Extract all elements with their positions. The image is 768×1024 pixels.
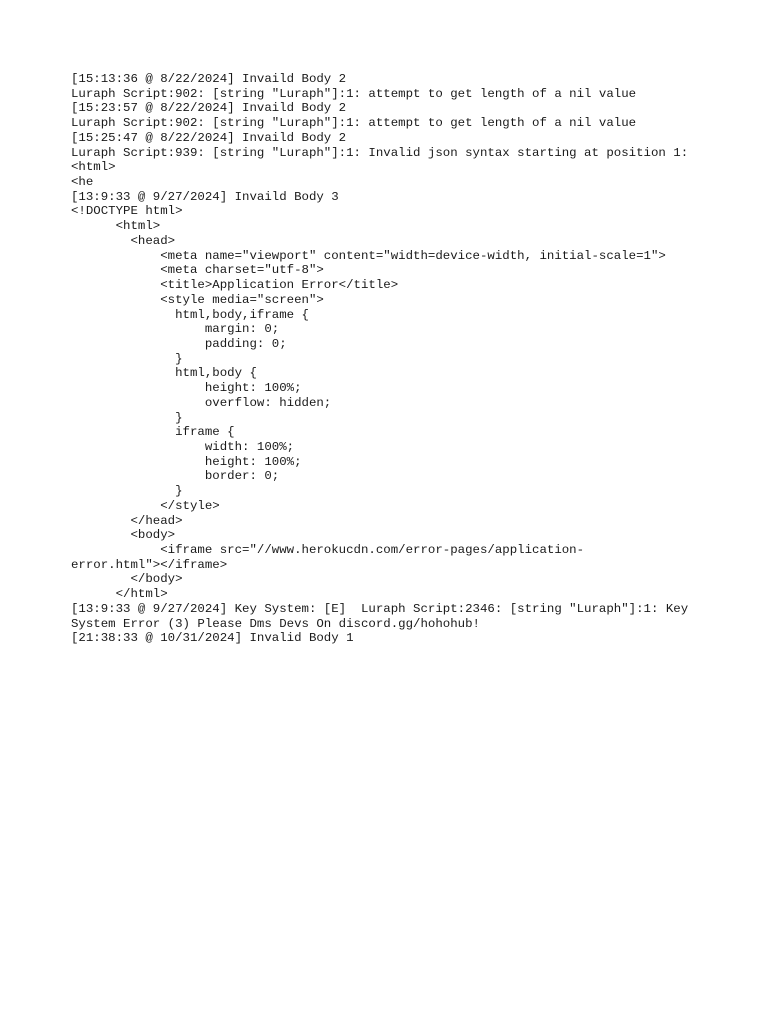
log-line: height: 100%; <box>71 381 302 396</box>
log-line: [21:38:33 @ 10/31/2024] Invalid Body 1 <box>71 631 354 646</box>
log-line: Luraph Script:902: [string "Luraph"]:1: attempt to get length of a nil value <box>71 116 637 131</box>
log-line: [15:23:57 @ 8/22/2024] Invaild Body 2 <box>71 101 347 116</box>
log-text <box>71 72 711 646</box>
log-line: </head> <box>71 513 183 528</box>
log-line: } <box>71 351 183 366</box>
log-line: <meta name="viewport" content="width=device-width, initial-scale=1"> <box>71 248 666 263</box>
log-line: <head> <box>71 233 176 248</box>
log-line: html,body { <box>71 366 257 381</box>
log-line: [13:9:33 @ 9/27/2024] Key System: [E] Luraph Script:2346: [string "Luraph"]:1: Key <box>71 601 689 616</box>
log-line: <html> <box>71 160 116 175</box>
log-line: } <box>71 410 183 425</box>
log-line: Luraph Script:902: [string "Luraph"]:1: attempt to get length of a nil value <box>71 86 637 101</box>
log-line: width: 100%; <box>71 439 295 454</box>
log-line: System Error (3) Please Dms Devs On discord.gg/hohohub! <box>71 616 480 631</box>
log-line: border: 0; <box>71 469 280 484</box>
log-line: </style> <box>71 498 220 513</box>
log-line: html,body,iframe { <box>71 307 309 322</box>
log-line: [13:9:33 @ 9/27/2024] Invaild Body 3 <box>71 189 339 204</box>
log-line: height: 100%; <box>71 454 302 469</box>
log-line: </html> <box>71 587 168 602</box>
log-line: overflow: hidden; <box>71 395 332 410</box>
log-line: } <box>71 484 183 499</box>
log-line: <iframe src="//www.herokucdn.com/error-pages/application- <box>71 543 585 557</box>
log-line: iframe { <box>71 425 235 440</box>
log-line: <style media="screen"> <box>71 292 324 307</box>
log-line: <!DOCTYPE html> <box>71 204 183 219</box>
log-line: <title>Application Error</title> <box>71 278 399 293</box>
log-line: <html> <box>71 219 161 234</box>
log-line: <he <box>71 175 94 190</box>
log-line: </body> <box>71 572 183 587</box>
log-line: <meta charset="utf-8"> <box>71 263 324 278</box>
log-line: padding: 0; <box>71 336 287 351</box>
log-line: Luraph Script:939: [string "Luraph"]:1: Invalid json syntax starting at position 1: <box>71 145 689 160</box>
log-line: margin: 0; <box>71 322 280 337</box>
log-line: error.html"></iframe> <box>71 557 228 572</box>
log-line: [15:13:36 @ 8/22/2024] Invaild Body 2 <box>71 72 347 86</box>
log-line: [15:25:47 @ 8/22/2024] Invaild Body 2 <box>71 130 347 145</box>
log-line: <body> <box>71 528 176 543</box>
